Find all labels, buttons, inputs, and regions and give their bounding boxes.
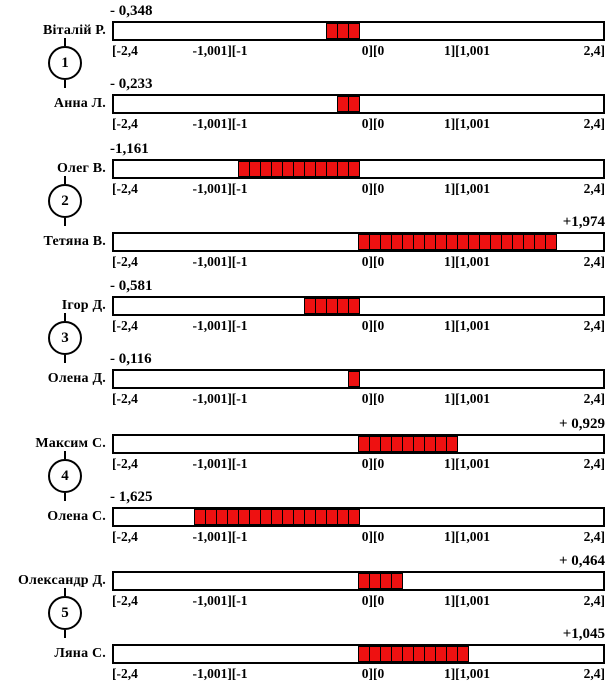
axis-label-right: 2,4] <box>583 391 605 406</box>
axis-label-pos1: 1][1,001 <box>443 593 491 608</box>
person-row <box>0 626 614 682</box>
person-row <box>0 76 614 132</box>
axis-label-left: [-2,4 <box>112 456 138 471</box>
person-row <box>0 351 614 407</box>
axis-label-right: 2,4] <box>583 43 605 58</box>
value-label: - 0,233 <box>110 76 153 92</box>
bar-cell <box>348 161 360 177</box>
axis-label-pos1: 1][1,001 <box>443 391 491 406</box>
axis-label-left: [-2,4 <box>112 529 138 544</box>
person-name: Ігор Д. <box>61 298 106 313</box>
axis-label-pos1: 1][1,001 <box>443 116 491 131</box>
axis-label-neg1: -1,001][-1 <box>192 456 248 471</box>
scale-bar <box>112 232 605 252</box>
axis-label-left: [-2,4 <box>112 666 138 681</box>
scale-bar <box>112 296 605 316</box>
person-row <box>0 214 614 270</box>
value-label: - 0,348 <box>110 3 153 19</box>
scale-bar <box>112 644 605 664</box>
person-row <box>0 278 614 334</box>
bar-cells <box>358 234 556 250</box>
bar-cells <box>304 298 359 314</box>
value-label: +1,045 <box>562 626 605 642</box>
axis-label-pos1: 1][1,001 <box>443 318 491 333</box>
axis-labels <box>112 529 605 545</box>
axis-label-pos1: 1][1,001 <box>443 529 491 544</box>
axis-label-right: 2,4] <box>583 529 605 544</box>
axis-label-zero: 0][0 <box>361 318 385 333</box>
axis-label-pos1: 1][1,001 <box>443 181 491 196</box>
person-row <box>0 553 614 609</box>
axis-label-neg1: -1,001][-1 <box>192 181 248 196</box>
bar-cells <box>358 573 402 589</box>
bar-cell <box>545 234 557 250</box>
bar-cells <box>358 646 468 662</box>
axis-label-neg1: -1,001][-1 <box>192 391 248 406</box>
axis-labels <box>112 666 605 682</box>
axis-labels <box>112 116 605 132</box>
person-name: Олег В. <box>56 161 106 176</box>
person-name: Віталій Р. <box>42 23 106 38</box>
scale-bar <box>112 507 605 527</box>
axis-label-zero: 0][0 <box>361 593 385 608</box>
axis-label-right: 2,4] <box>583 181 605 196</box>
person-row <box>0 3 614 59</box>
axis-label-zero: 0][0 <box>361 391 385 406</box>
axis-label-left: [-2,4 <box>112 254 138 269</box>
axis-label-zero: 0][0 <box>361 43 385 58</box>
axis-label-zero: 0][0 <box>361 181 385 196</box>
axis-label-left: [-2,4 <box>112 181 138 196</box>
axis-label-zero: 0][0 <box>361 254 385 269</box>
axis-labels <box>112 43 605 59</box>
person-name: Максим С. <box>35 436 106 451</box>
value-label: + 0,929 <box>558 416 605 432</box>
group-number: 3 <box>61 329 69 346</box>
group-number: 4 <box>61 467 69 484</box>
axis-labels <box>112 181 605 197</box>
bar-cell <box>446 436 458 452</box>
axis-label-left: [-2,4 <box>112 43 138 58</box>
axis-label-neg1: -1,001][-1 <box>192 43 248 58</box>
axis-label-pos1: 1][1,001 <box>443 43 491 58</box>
axis-label-right: 2,4] <box>583 456 605 471</box>
person-name: Анна Л. <box>53 96 106 111</box>
axis-label-zero: 0][0 <box>361 529 385 544</box>
axis-labels <box>112 391 605 407</box>
axis-labels <box>112 254 605 270</box>
bar-cell <box>348 23 360 39</box>
scale-bar <box>112 434 605 454</box>
axis-label-neg1: -1,001][-1 <box>192 318 248 333</box>
axis-label-neg1: -1,001][-1 <box>192 116 248 131</box>
axis-label-right: 2,4] <box>583 254 605 269</box>
axis-label-left: [-2,4 <box>112 116 138 131</box>
person-row <box>0 416 614 472</box>
axis-label-zero: 0][0 <box>361 456 385 471</box>
person-name: Тетяна В. <box>43 234 106 249</box>
bar-cell <box>391 573 403 589</box>
bar-cell <box>348 298 360 314</box>
axis-label-neg1: -1,001][-1 <box>192 254 248 269</box>
axis-label-neg1: -1,001][-1 <box>192 593 248 608</box>
value-label: - 0,581 <box>110 278 153 294</box>
value-label: + 0,464 <box>558 553 605 569</box>
person-row <box>0 489 614 545</box>
axis-label-zero: 0][0 <box>361 666 385 681</box>
person-name: Олена С. <box>47 509 106 524</box>
bar-cell <box>457 646 469 662</box>
axis-label-right: 2,4] <box>583 593 605 608</box>
value-label: +1,974 <box>562 214 605 230</box>
axis-label-right: 2,4] <box>583 116 605 131</box>
axis-label-zero: 0][0 <box>361 116 385 131</box>
group-number: 1 <box>61 54 69 71</box>
axis-label-left: [-2,4 <box>112 391 138 406</box>
bar-cells <box>326 23 359 39</box>
axis-label-right: 2,4] <box>583 666 605 681</box>
person-name: Олена Д. <box>47 371 106 386</box>
axis-label-pos1: 1][1,001 <box>443 666 491 681</box>
scale-bar <box>112 159 605 179</box>
group-number: 5 <box>61 604 69 621</box>
bar-cells <box>238 161 359 177</box>
bar-cells <box>348 371 359 387</box>
person-name: Олександр Д. <box>17 573 106 588</box>
bar-cells <box>337 96 359 112</box>
scale-bar <box>112 21 605 41</box>
bar-cell <box>348 509 360 525</box>
axis-label-left: [-2,4 <box>112 318 138 333</box>
bar-cells <box>358 436 457 452</box>
value-label: - 1,625 <box>110 489 153 505</box>
axis-label-pos1: 1][1,001 <box>443 456 491 471</box>
scale-bar <box>112 94 605 114</box>
person-name: Ляна С. <box>54 646 106 661</box>
bar-cell <box>348 371 360 387</box>
axis-label-left: [-2,4 <box>112 593 138 608</box>
value-label: - 0,116 <box>110 351 152 367</box>
axis-labels <box>112 456 605 472</box>
scale-bar <box>112 571 605 591</box>
axis-label-neg1: -1,001][-1 <box>192 529 248 544</box>
axis-label-neg1: -1,001][-1 <box>192 666 248 681</box>
axis-label-pos1: 1][1,001 <box>443 254 491 269</box>
value-label: -1,161 <box>110 141 149 157</box>
group-number: 2 <box>61 192 69 209</box>
bar-cells <box>194 509 359 525</box>
person-row <box>0 141 614 197</box>
axis-label-right: 2,4] <box>583 318 605 333</box>
scale-bar <box>112 369 605 389</box>
axis-labels <box>112 318 605 334</box>
axis-labels <box>112 593 605 609</box>
bar-cell <box>348 96 360 112</box>
